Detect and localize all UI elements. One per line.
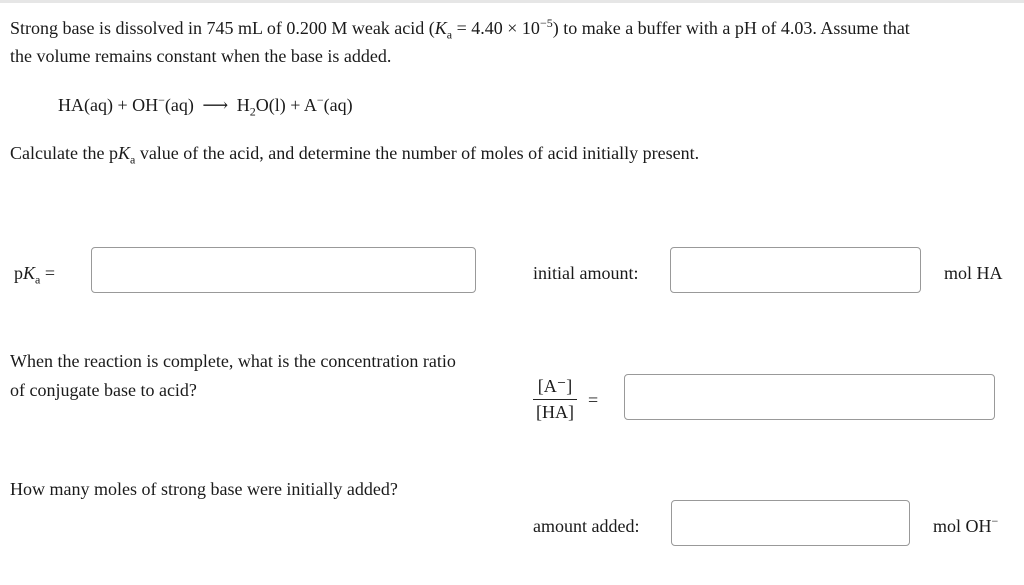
ratio-equals: =: [588, 390, 599, 410]
reaction-equation: HA(aq) + OH−(aq) ⟶ $H_2O(l) + A^-(aq)$: [58, 93, 353, 119]
ratio-numerator: [A⁻]: [537, 376, 573, 396]
top-divider: [0, 0, 1024, 3]
question-pka: Calculate the $pK_a$ value of the acid, and determine the number of moles of acid initially present.: [10, 143, 700, 167]
pka-label: $pK_a$ =: [14, 263, 55, 287]
question-ratio-line1: When the reaction is complete, what is the concentration ratio: [10, 351, 456, 371]
amount-added-input[interactable]: [672, 501, 909, 545]
initial-amount-label: initial amount:: [533, 263, 639, 283]
amount-added-label: amount added:: [533, 516, 640, 536]
mol-ha-unit: mol HA: [944, 263, 1003, 283]
ratio-input[interactable]: [625, 375, 994, 419]
ratio-input-box[interactable]: [624, 374, 995, 420]
initial-amount-input-box[interactable]: [670, 247, 921, 293]
ratio-fraction: [533, 376, 577, 423]
initial-amount-input[interactable]: [671, 248, 920, 292]
mol-oh-unit: mol OH−: [933, 514, 999, 536]
fraction-bar: [533, 399, 577, 400]
pka-input[interactable]: [92, 248, 475, 292]
question-ratio-line2: of conjugate base to acid?: [10, 380, 197, 400]
ratio-denominator: [HA]: [536, 402, 574, 422]
reaction-arrow-icon: ⟶: [202, 95, 229, 115]
problem-statement-line1: Strong base is dissolved in 745 mL of 0.200 M weak acid $(K_a = 4.40 \times 10^{-5})$ to make a buffer with a pH of 4.03. Assume that: [10, 16, 910, 42]
question-base-moles: How many moles of strong base were initially added?: [10, 479, 398, 499]
pka-input-box[interactable]: [91, 247, 476, 293]
amount-added-input-box[interactable]: [671, 500, 910, 546]
problem-statement-line2: the volume remains constant when the base is added.: [10, 46, 392, 66]
